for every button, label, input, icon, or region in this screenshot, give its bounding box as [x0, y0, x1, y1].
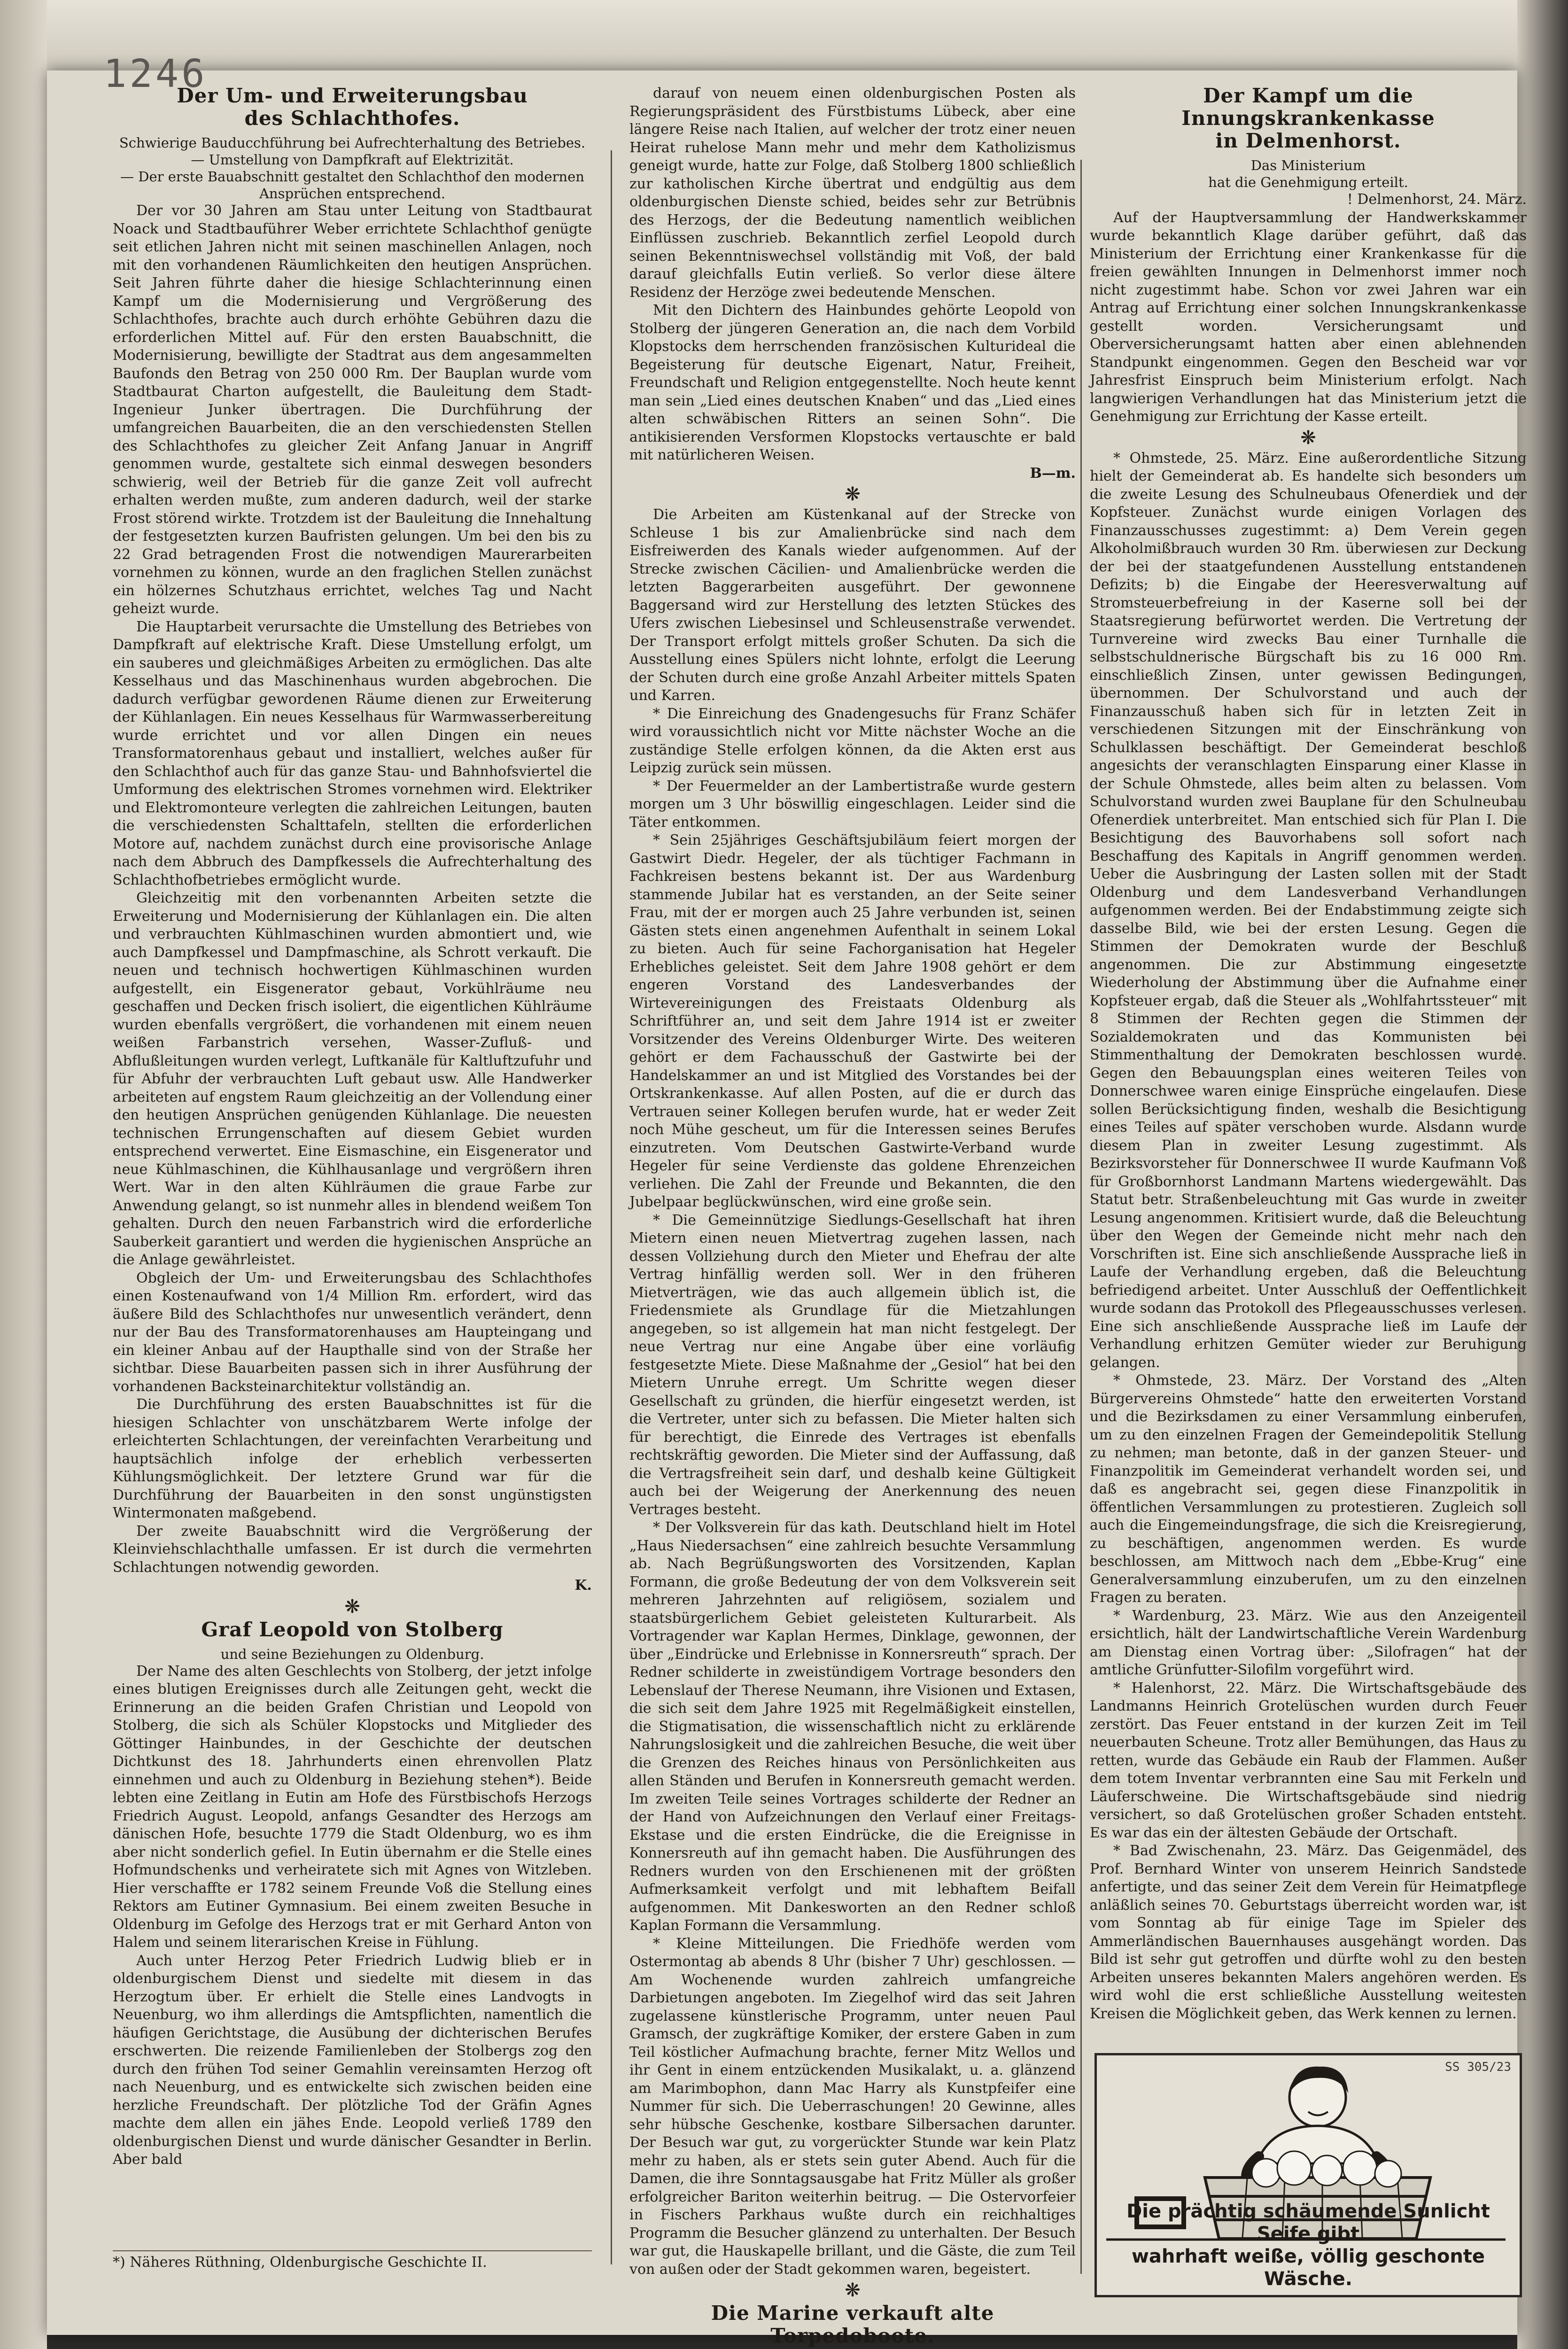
paragraph: Auf der Hauptversammlung der Handwerkskammer wurde bekanntlich Klage darüber geführt, daß das Ministerium der Errichtung einer Krankenkasse für die freien gewählten Innungen in Delmenhorst immer noch nicht zugestimmt habe. Schon vor zwei Jahren war ein Antrag auf Errichtung einer solchen Innungskrankenkasse gestellt worden. Versicherungsamt und Oberversicherungsamt hatten aber einen ablehnenden Standpunkt eingenommen. Gegen den Bescheid war vor Jahresfrist Einspruch beim Ministerium erfolgt. Nach langwierigen Verhandlungen hat das Ministerium jetzt die Genehmigung zur Errichtung der Kasse erteilt.	[1090, 209, 1527, 425]
article-subtitle: hat die Genehmigung erteilt.	[1208, 174, 1408, 190]
title-line: Der Kampf um die Innungskrankenkasse	[1181, 84, 1435, 130]
article-title-torpedoboote: Die Marine verkauft alte Torpedoboote.	[711, 2302, 994, 2347]
ornament-star-icon: ❋	[845, 2279, 861, 2301]
page-number: 1246	[103, 52, 208, 96]
sunlicht-soap-advertisement	[1094, 2053, 1522, 2297]
news-item: * Ohmstede, 23. März. Der Vorstand des „Alten Bürgervereins Ohmstede“ hatte den erweiterten Vorstand und die Bezirksdamen zu einer Versammlung einberufen, um zu den einzelnen Fragen der Gemeindepolitik Stellung zu nehmen; man betonte, daß in der ganzen Steuer- und Finanzpolitik im Gemeinderat verhandelt worden sei, und daß es angebracht sei, gegen diese Finanzpolitik in öffentlichen Versammlungen zu protestieren. Zugleich soll auch die Eingemeindungsfrage, die sich die Kreisregierung, zu beschäftigen, angenommen werden. Es wurde beschlossen, am Mittwoch nach dem „Ebbe-Krug“ eine Generalversammlung einzuberufen, um zu den einzelnen Fragen zu beraten.	[1090, 1372, 1527, 1606]
scan-margin-left	[0, 0, 47, 2349]
paragraph: Der vor 30 Jahren am Stau unter Leitung von Stadtbaurat Noack und Stadtbauführer Weber errichtete Schlachthof genügte seit etlichen Jahren nicht mit seinen maschinellen Anlagen, noch mit den vorhandenen Räumlichkeiten den heutigen Ansprüchen. Seit Jahren führte daher die hiesige Schlachterinnung einen Kampf um die Modernisierung und Vergrößerung des Schlachthofes, brachte auch durch erhöhte Gebühren dazu die erforderlichen Mittel auf. Für den ersten Bauabschnitt, die Modernisierung, bewilligte der Stadtrat aus dem angesammelten Baufonds den Betrag von 250 000 Rm. Der Bauplan wurde vom Stadtbaurat Charton aufgestellt, die Bauleitung dem Stadt-Ingenieur Junker übertragen. Die Durchführung der umfangreichen Bauarbeiten, die an den verschiedensten Stellen des Schlachthofes zu gleicher Zeit Anfang Januar in Angriff genommen wurde, gestaltete sich einmal deswegen besonders schwierig, weil der Betrieb für die ganze Zeit voll aufrecht erhalten werden mußte, zum anderen dadurch, weil der starke Frost störend wirkte. Trotzdem ist der Bauleitung die Innehaltung der festgesetzten kurzen Baufristen gelungen. Um bei den bis zu 22 Grad betragenden Frost die notwendigen Maurerarbeiten vornehmen zu können, wurde an den fraglichen Stellen zunächst ein hölzernes Schutzhaus errichtet, welches Tag und Nacht geheizt wurde.	[113, 202, 592, 617]
column-2	[629, 85, 1076, 2349]
article-subtitle: Schwierige Bauducchführung bei Aufrechterhaltung des Betriebes. — Umstellung von Dampfkraft auf Elektrizität.	[119, 135, 586, 168]
paragraph: Die Arbeiten am Küstenkanal auf der Strecke von Schleuse 1 bis zur Amalienbrücke sind nach dem Eisfreiwerden des Kanals wieder aufgenommen. Auf der Strecke zwischen Cäcilien- und Amalienbrücke werden die letzten Baggerarbeiten ausgeführt. Der gewonnene Baggersand wird zur Herstellung des letzten Stückes des Ufers zwischen Liebesinsel und Schleusenstraße verwendet. Der Transport erfolgt mittels großer Schuten. Da sich die Ausstellung eines Spülers nicht lohnte, erfolgt die Leerung der Schuten durch eine große Anzahl Arbeiter mittels Spaten und Karren.	[629, 506, 1076, 704]
news-item: * Sein 25jähriges Geschäftsjubiläum feiert morgen der Gastwirt Diedr. Hegeler, der als tüchtiger Fachmann in Fachkreisen bestens bekannt ist. Der aus Wardenburg stammende Jubilar hat es verstanden, an der Seite seiner Frau, mit der er morgen auch 25 Jahre verbunden ist, seinen Gästen stets einen angenehmen Aufenthalt in seinem Lokal zu bieten. Auch für seine Fachorganisation hat Hegeler Erhebliches geleistet. Seit dem Jahre 1908 gehört er dem engeren Vorstand des Landesverbandes der Wirtevereinigungen des Freistaats Oldenburg als Schriftführer an, und seit dem Jahre 1914 ist er zweiter Vorsitzender des Vereins Oldenburger Wirte. Des weiteren gehört er dem Fachausschuß der Gastwirte bei der Handelskammer an und ist Mitglied des Vorstandes bei der Ortskrankenkasse. Auf allen Posten, auf die er durch das Vertrauen seiner Kollegen berufen wurde, hat er weder Zeit noch Mühe gescheut, um für die Interessen seines Berufes einzutreten. Vom Deutschen Gastwirte-Verband wurde Hegeler für seine Verdienste das goldene Ehrenzeichen verliehen. Die Zahl der Freunde und Bekannten, die den Jubelpaar beglückwünschen, wird eine große sein.	[629, 832, 1076, 1210]
news-item: * Die Einreichung des Gnadengesuchs für Franz Schäfer wird voraussichtlich nicht vor Mitte nächster Woche an die zuständige Stelle erfolgen können, da die Akten erst aus Leipzig zurück sein müssen.	[629, 705, 1076, 776]
ornament-star-icon: ❋	[344, 1595, 360, 1618]
news-item: * Bad Zwischenahn, 23. März. Das Geigenmädel, des Prof. Bernhard Winter von unserem Heinrich Sandstede anfertigte, und das seiner Zeit dem Verein für Heimatpflege anläßlich seines 70. Geburtstags überreicht worden war, ist vom Sonntag ab für einige Tage im Spieler des Ammerländischen Bauernhauses ausgehängt worden. Das Bild ist sehr gut getroffen und dürfte wohl zu den besten Arbeiten unseres bekannten Malers angehören werden. Es wird wohl die erst schließliche Ausstellung weitesten Kreisen die Möglichkeit geben, das Werk kennen zu lernen.	[1090, 1843, 1527, 2022]
article-subtitle: und seine Beziehungen zu Oldenburg.	[220, 1646, 484, 1662]
column-divider	[611, 150, 612, 2264]
column-3	[1090, 85, 1527, 2023]
scan-margin-top	[0, 0, 1568, 70]
title-line: Der Um- und Erweiterungsbau	[177, 84, 528, 107]
article-title-stolberg: Graf Leopold von Stolberg	[201, 1618, 504, 1641]
ad-slogan	[1097, 2200, 1520, 2290]
author-signature: K.	[574, 1577, 592, 1594]
paragraph: Der Name des alten Geschlechts von Stolberg, der jetzt infolge eines blutigen Ereignisses durch alle Zeitungen geht, weckt die Erinnerung an die beiden Grafen Christian und Leopold von Stolberg, die sich als Schüler Klopstocks und Mitglieder des Göttinger Hainbundes, in der Geschichte der deutschen Dichtkunst des 18. Jahrhunderts einen ehrenvollen Platz einnehmen und auch zu Oldenburg in Beziehung stehen*). Beide lebten eine Zeitlang in Eutin am Hofe des Fürstbischofs Herzogs Friedrich August. Leopold, anfangs Gesandter des Herzogs am dänischen Hofe, besuchte 1779 die Stadt Oldenburg, wo es ihm aber nicht sonderlich gefiel. In Eutin übernahm er die Stelle eines Hofmundschenks und verheiratete sich mit Agnes von Witzleben. Hier verschaffte er 1782 seinem Freunde Voß die Stellung eines Rektors am Eutiner Gymnasium. Bei einem zweiten Besuche in Oldenburg im Gefolge des Herzogs trat er mit Gerhard Anton von Halem und seinem literarischen Kreise in Fühlung.	[113, 1663, 592, 1951]
column-1	[113, 85, 592, 2169]
title-line: des Schlachthofes.	[244, 107, 460, 130]
paragraph: Der zweite Bauabschnitt wird die Vergrößerung der Kleinviehschlachthalle umfassen. Er ist durch die vermehrten Schlachtungen notwendig geworden.	[113, 1523, 592, 1576]
news-item: * Kleine Mitteilungen. Die Friedhöfe werden vom Ostermontag ab abends 8 Uhr (bisher 7 Uhr) geschlossen. — Am Wochenende wurden zahlreich umfangreiche Darbietungen angeboten. Im Ziegelhof wird das seit Jahren zugelassene künstlerische Programm, unter neuen Paul Gramsch, der zugkräftige Komiker, der erstere Gaben in zum Teil köstlicher Aufmachung brachte, ferner Mitz Wellos und ihr Gent in einem entzückenden Musikalakt, u. a. glänzend am Marimbophon, dann Mac Harry als Kunstpfeifer eine Nummer für sich. Die Ueberraschungen! 20 Gewinne, alles sehr hübsche Geschenke, kostbare Silbersachen darunter. Der Besuch war gut, zu vorgerückter Stunde war kein Platz mehr zu haben, als er stets sein guter Abend. Auch für die Damen, die ihre Sonntagsausgabe hat Fritz Müller als großer erfolgreicher Bariton weiterhin beitrug. — Die Ostervorfeier in Fischers Parkhaus wußte durch ein reichhaltiges Programm die Besucher glänzend zu unterhalten. Der Besuch war gut, die Hauskapelle brillant, und die Gäste, die zum Teil von außen oder der Stadt gekommen waren, begeistert.	[629, 1935, 1076, 2278]
column-divider	[1080, 160, 1082, 2274]
news-item: * Halenhorst, 22. März. Die Wirtschaftsgebäude des Landmanns Heinrich Grotelüschen wurden durch Feuer zerstört. Das Feuer entstand in der kurzen Zeit im Teil neuerbauten Scheune. Trotz aller Bemühungen, das Haus zu retten, wurde das Gebäude ein Raub der Flammen. Außer dem totem Inventar verbrannten eine Sau mit Ferkeln und Läuferschweine. Die Wirtschaftsgebäude sind niedrig versichert, so daß Grotelüschen großer Schaden entsteht. Es war das ein der ältesten Gebäude der Ortschaft.	[1090, 1680, 1527, 1841]
article-subtitle: — Der erste Bauabschnitt gestaltet den Schlachthof den modernen Ansprüchen entsprechend.	[120, 169, 584, 202]
footnote: *) Näheres Rüthning, Oldenburgische Geschichte II.	[113, 2250, 592, 2271]
news-item: * Wardenburg, 23. März. Wie aus den Anzeigenteil ersichtlich, hält der Landwirtschaftliche Verein Wardenburg am Dienstag einen Vortrag über: „Silofragen“ hat der amtliche Grünfutter-Silofilm vorgeführt wird.	[1090, 1607, 1527, 1678]
ornament-star-icon: ❋	[845, 483, 861, 505]
paragraph: Auch unter Herzog Peter Friedrich Ludwig blieb er in oldenburgischem Dienst und siedelte mit diesem in das Herzogtum über. Er erhielt die Stelle eines Landvogts in Neuenburg, wo ihm allerdings die Amtspflichten, namentlich die häufigen Gerichtstage, die Ausübung der dichterischen Berufes erschwerten. Die reizende Familienleben der Stolbergs zog den durch den frühen Tod seiner Gemahlin vereinsamten Herzog oft nach Neuenburg, und es entwickelte sich zwischen beiden eine herzliche Freundschaft. Der plötzliche Tod der Gräfin Agnes machte dem allen ein jähes Ende. Leopold verließ 1789 den oldenburgischen Dienst und wurde dänischer Gesandter in Berlin. Aber bald	[113, 1952, 592, 2168]
dateline: ! Delmenhorst, 24. März.	[1347, 191, 1527, 208]
article-title-innungskrankenkasse	[1090, 85, 1527, 152]
paragraph: Obgleich der Um- und Erweiterungsbau des Schlachthofes einen Kostenaufwand von 1/4 Million Rm. erfordert, wird das äußere Bild des Schlachthofes nur unwesentlich verändert, denn nur der Bau des Transformatorenhauses am Haupteingang und ein kleiner Anbau auf der Haupthalle sind von der Straße her sichtbar. Diese Bauarbeiten passen sich in ihrer Ausführung der vorhandenen Backsteinarchitektur vollständig an.	[113, 1269, 592, 1395]
author-signature: B—m.	[1030, 465, 1076, 482]
paragraph: Mit den Dichtern des Hainbundes gehörte Leopold von Stolberg der jüngeren Generation an, die nach dem Vorbild Klopstocks dem herrschenden französischen Kulturideal die Begeisterung für deutsche Eigenart, Natur, Freiheit, Freundschaft und Religion entgegenstellte. Noch heute kennt man sein „Lied eines deutschen Knaben“ und das „Lied eines alten schwäbischen Ritters an seinen Sohn“. Die antikisierenden Versformen Klopstocks vertauschte er bald mit natürlicheren Weisen.	[629, 302, 1076, 463]
news-item: * Der Volksverein für das kath. Deutschland hielt im Hotel „Haus Niedersachsen“ eine zahlreich besuchte Versammlung ab. Nach Begrüßungsworten des Vorsitzenden, Kaplan Formann, die große Bedeutung der von dem Volksverein seit mehreren Jahrzehnten auf religiösem, sozialem und staatsbürgerlichem Gebiet geleisteten Kulturarbeit. Als Vortragender war Kaplan Hermes, Dinklage, gewonnen, der über „Eindrücke und Erlebnisse in Konnersreuth“ sprach. Der Redner schilderte in zweistündigem Vortrage besonders den Lebenslauf der Therese Neumann, ihre Visionen und Extasen, die sich seit dem Jahre 1925 mit Regelmäßigkeit einstellen, die Stigmatisation, die wissenschaftlich nicht zu erklärende Nahrungslosigkeit und die zahlreichen Besuche, die weit über die Grenzen des Reiches hinaus von Persönlichkeiten aus allen Ständen und Berufen in Konnersreuth gemacht werden. Im zweiten Teile seines Vortrages schilderte der Redner an der Hand von Aufzeichnungen den Verlauf einer Freitags-Ekstase und die ersten Eindrücke, die die Ereignisse in Konnersreuth auf ihn gemacht haben. Die Ausführungen des Redners wurden von den Erschienenen mit der größten Aufmerksamkeit verfolgt und mit lebhaftem Beifall aufgenommen. Mit Dankesworten an den Redner schloß Kaplan Formann die Versammlung.	[629, 1519, 1076, 1934]
slogan-line: wahrhaft weiße, völlig geschonte Wäsche.	[1131, 2246, 1485, 2290]
news-item: * Der Feuermelder an der Lambertistraße wurde gestern morgen um 3 Uhr böswillig eingeschlagen. Leider sind die Täter entkommen.	[629, 778, 1076, 831]
paragraph: Die Hauptarbeit verursachte die Umstellung des Betriebes von Dampfkraft auf elektrische Kraft. Diese Umstellung erfolgt, um ein sauberes und gleichmäßiges Arbeiten zu ermöglichen. Das alte Kesselhaus und das Maschinenhaus wurden abgebrochen. Die dadurch verfügbar gewordenen Räume dienen zur Erweiterung der Kühlanlagen. Ein neues Kesselhaus für Warmwasserbereitung wurde errichtet und vor allen Dingen ein neues Transformatorenhaus gebaut und installiert, welches außer für den Schlachthof auch für das ganze Stau- und Bahnhofsviertel die Umformung des elektrischen Stromes vornehmen wird. Elektriker und Elektromonteure verlegten die zahlreichen Leitungen, bauten die verschiedensten Schalttafeln, stellten die erforderlichen Motore auf, nachdem zunächst durch eine provisorische Anlage nach dem Abbruch des Dampfkessels die Aufrechterhaltung des Schlachthofbetriebes ermöglicht wurde.	[113, 618, 592, 888]
paragraph: Gleichzeitig mit den vorbenannten Arbeiten setzte die Erweiterung und Modernisierung der Kühlanlagen ein. Die alten und verbrauchten Kühlmaschinen wurden abmontiert und, wie auch Dampfkessel und Dampfmaschine, als Schrott verkauft. Die neuen und technisch hochwertigen Kühlmaschinen wurden aufgestellt, ein Eisgenerator gebaut, Vorkühlräume neu geschaffen und Decken frisch isoliert, die eigentlichen Kühlräume wurden ebenfalls vergrößert, die vorhandenen mit einem neuen weißen Farbanstrich versehen, Wasser-Zufluß- und Abflußleitungen wurden verlegt, Luftkanäle für Kaltluftzufuhr und für Abfuhr der verbrauchten Luft gebaut usw. Alle Handwerker arbeiteten auf engstem Raum gleichzeitig an der Vollendung einer den heutigen Ansprüchen genügenden Kühlanlage. Die neuesten technischen Errungenschaften auf diesem Gebiet wurden entsprechend verwertet. Eine Eismaschine, ein Eisgenerator und neue Kühlmaschinen, die Kühlhausanlage und vergrößern ihren Wert. War in den alten Kühlräumen die graue Farbe zur Anwendung gelangt, so ist nunmehr alles in blendend weißem Ton gehalten. Durch den neuen Farbanstrich wird die erforderliche Sauberkeit garantiert und werden die hygienischen Ansprüche an die Anlage gewährleistet.	[113, 890, 592, 1268]
paragraph: Die Durchführung des ersten Bauabschnittes ist für die hiesigen Schlachter von unschätzbarem Werte infolge der erleichterten Schlachtungen, der vereinfachten Verarbeitung und hauptsächlich infolge der erheblich verbesserten Kühlungsmöglichkeit. Der letztere Grund war für die Durchführung der Bauarbeiten in den sonst ungünstigsten Wintermonaten maßgebend.	[113, 1396, 592, 1521]
ad-code: SS 305/23	[1445, 2060, 1511, 2074]
paragraph: darauf von neuem einen oldenburgischen Posten als Regierungspräsident des Fürstbistums Lübeck, aber eine längere Reise nach Italien, auf welcher der trotz einer neuen Heirat ruhelose Mann mehr und mehr dem Katholizismus geneigt wurde, hatte zur Folge, daß Stolberg 1800 schließlich zur katholischen Kirche übertrat und endgültig aus dem oldenburgischen Dienste schied, beides sehr zur Betrübnis des Herzogs, der die Bedeutung namentlich weiblichen Einflüssen zuschrieb. Bekanntlich zerfiel Leopold durch seinen Bekenntniswechsel vollständig mit Voß, der bald darauf gleichfalls Eutin verließ. So verlor diese ältere Residenz der Herzöge zwei bedeutende Menschen.	[629, 85, 1076, 301]
title-line: in Delmenhorst.	[1215, 129, 1401, 152]
slogan-line: Die prächtig schäumende Sunlicht Seife gibt	[1126, 2201, 1490, 2245]
article-title-schlachthof	[113, 85, 592, 130]
article-subtitle: Das Ministerium	[1250, 157, 1366, 173]
news-item: * Ohmstede, 25. März. Eine außerordentliche Sitzung hielt der Gemeinderat ab. Es handelte sich besonders um die zweite Lesung des Schulneubaus Ofenerdiek und der Kopfsteuer. Zunächst wurde einigen Vorlagen des Finanzausschusses zugestimmt: a) Dem Verein gegen Alkoholmißbrauch wurden 30 Rm. überwiesen zur Deckung der bei der staatgefundenen Ausstellung entstandenen Defizits; b) die Eingabe der Heeresverwaltung auf Stromsteuerbefreiung in der Kaserne soll bei der Staatsregierung befürwortet werden. Die Vertretung der Turnvereine wird zwecks Bau einer Turnhalle die selbstschuldnerische Bürgschaft bis zu 16 000 Rm. einschließlich Zinsen, unter gewissen Bedingungen, übernommen. Der Schulvorstand und auch der Finanzausschuß haben sich für in letzten Zeit in verschiedenen Sitzungen mit der Einschränkung von Schulklassen beschäftigt. Der Gemeinderat beschloß angesichts der veranschlagten Einsparung einer Klasse in der Schule Ohmstede, alles beim alten zu belassen. Vom Schulvorstand wurden zwei Bauplane für den Schulneubau Ofenerdiek unterbreitet. Man entschied sich für Plan I. Die Besichtigung des Bauvorhabens soll sofort nach Beschaffung des Kapitals in Angriff genommen werden. Ueber die Ausbringung der Lasten sollen mit der Stadt Oldenburg und dem Landesverband Verhandlungen aufgenommen werden. Bei der Endabstimmung zeigte sich dasselbe Bild, wie bei der ersten Lesung. Gegen die Stimmen der Demokraten wurde der Beschluß angenommen. Die zur Abstimmung eingesetzte Wiederholung der Abstimmung über die Aufnahme einer Kopfsteuer ergab, daß die Steuer als „Wohlfahrtssteuer“ mit 8 Stimmen der Rechten gegen die Stimmen der Sozialdemokraten und das Kommunisten bei Stimmenthaltung der Demokraten beschlossen wurde. Gegen den Bebauungsplan eines weiteren Teiles von Donnerschwee waren einige Einsprüche eingelaufen. Diese sollen Berücksichtigung finden, weshalb die Besichtigung eines Teiles auf später verschoben wurde. Alsdann wurde diesem Plan in zweiter Lesung zugestimmt. Als Bezirksvorsteher für Donnerschwee II wurde Kaufmann Voß für Großbornhorst Landmann Martens wiedergewählt. Das Statut betr. Straßenbeleuchtung mit Gas wurde in zweiter Lesung angenommen. Kritisiert wurde, daß die Beleuchtung über den Wegen der Gemeinde nicht mehr nach den Vorschriften ist. Eine sich anschließende Aussprache ließ in Laufe der Verhandlung ergeben, daß die Beleuchtung befriedigend arbeitet. Unter Ausschluß der Oeffentlichkeit wurde sodann das Protokoll des Pflegeausschusses verlesen. Eine sich anschließende Aussprache ließ im Laufe der Verhandlung erhitzen Gemüter wieder zur Beruhigung gelangen.	[1090, 450, 1527, 1371]
ornament-star-icon: ❋	[1300, 427, 1316, 449]
news-item: * Die Gemeinnützige Siedlungs-Gesellschaft hat ihren Mietern einen neuen Mietvertrag zugehen lassen, nach dessen Vollziehung durch den Mieter und Ehefrau der alte Vertrag hinfällig werden soll. Wer in den früheren Mietverträgen, wie das auch allgemein üblich ist, die Friedensmiete als Grundlage für die Mietzahlungen angegeben, so ist allgemein hat man nicht festgelegt. Der neue Vertrag nur eine Angabe über eine vorläufig festgesetzte Miete. Diese Maßnahme der „Gesiol“ hat bei den Mietern Unruhe erregt. Um Schritte wegen dieser Gesellschaft zu gründen, die hierfür eingesetzt werden, ist die Vertreter, unter sich zu befassen. Die Mieter halten sich für berechtigt, die Einrede des Vertrages ist ebenfalls rechtskräftig geworden. Die Mieter sind der Auffassung, daß die Vertragsfreiheit sein darf, und deshalb keine Gültigkeit auch bei der Weigerung der Anerkennung des neuen Vertrages besteht.	[629, 1212, 1076, 1518]
